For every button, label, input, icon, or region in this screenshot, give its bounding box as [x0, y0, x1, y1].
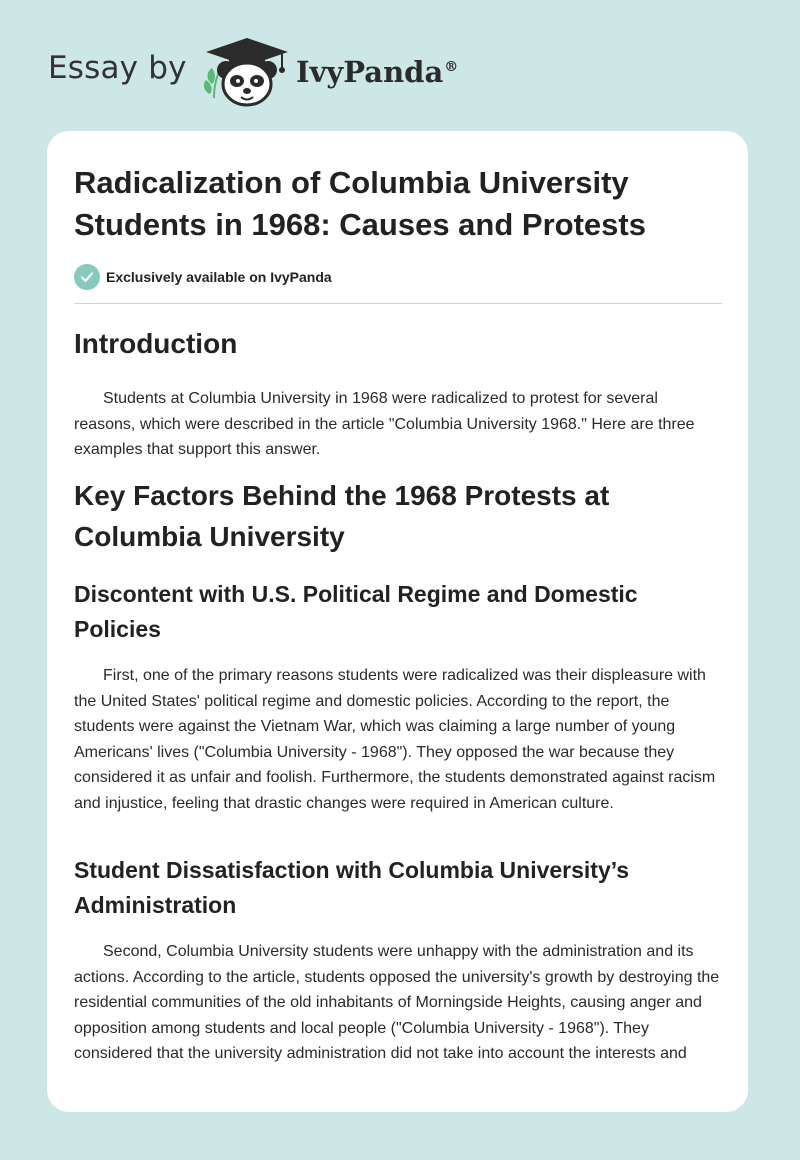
essay-by-label: Essay by [48, 50, 187, 86]
registered-mark: ® [444, 59, 459, 76]
brand-name[interactable] [296, 55, 458, 89]
checkmark-icon [74, 264, 100, 290]
exclusive-label: Exclusively available on IvyPanda [106, 269, 332, 285]
paragraph-introduction: Students at Columbia University in 1968 were radicalized to protest for several reasons, which were described in the article "Columbia University 1968." Here are three examples that support this answer. [74, 390, 695, 458]
brand-name-text: IvyPanda [296, 55, 444, 89]
section-heading-key-factors: Key Factors Behind the 1968 Protests at Columbia University [74, 480, 610, 552]
site-header [0, 0, 800, 130]
paragraph-administration: Second, Columbia University students were unhappy with the administration and its actions. According to the article, students opposed the university's growth by destroying the residential communities of the old inhabitants of Morningside Heights, causing anger and opposition among students and local people ("Columbia University - 1968"). They considered that the university administration did not take into account the interests and [74, 943, 720, 1062]
subheading-political-regime: Discontent with U.S. Political Regime and Domestic Policies [74, 581, 638, 642]
section-heading-introduction: Introduction [74, 328, 238, 359]
subheading-administration: Student Dissatisfaction with Columbia University’s Administration [74, 857, 630, 918]
title-divider [74, 303, 722, 304]
paragraph-political-regime: First, one of the primary reasons students were radicalized was their displeasure with the United States' political regime and domestic policies. According to the report, the students were against the Vietnam War, which was claiming a large number of young Americans' lives ("Columbia University - 1968"). They opposed the war because they considered it as unfair and foolish. Furthermore, the students demonstrated against racism and injustice, feeling that drastic changes were required in American culture. [74, 667, 716, 812]
essay-card [47, 131, 748, 1112]
panda-graduate-icon [202, 36, 292, 108]
exclusive-badge [74, 264, 332, 290]
essay-title: Radicalization of Columbia University Students in 1968: Causes and Protests [74, 165, 646, 242]
